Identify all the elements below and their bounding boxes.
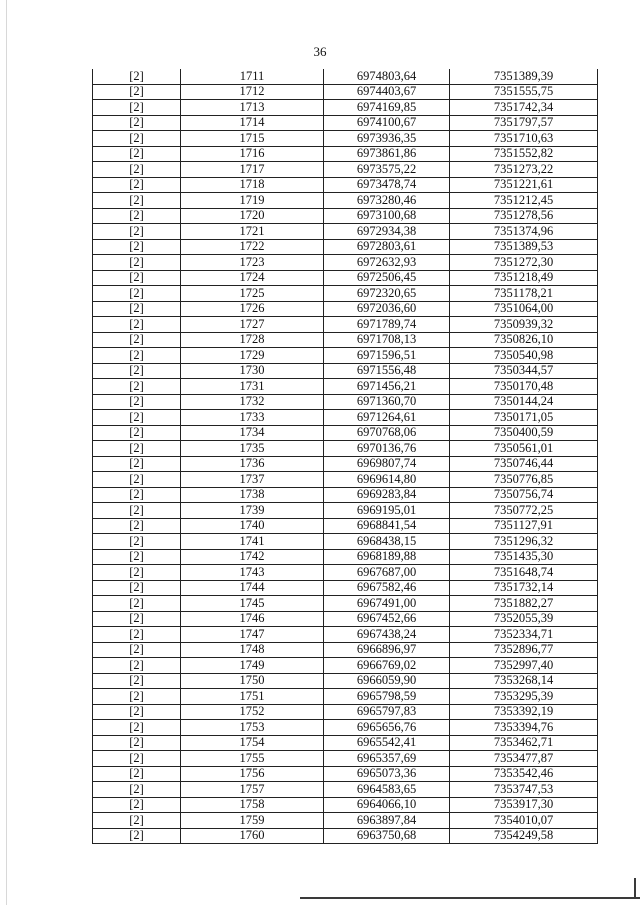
point-number-cell: 1731	[181, 379, 324, 395]
table-row	[93, 534, 598, 550]
point-number-cell: 1747	[181, 627, 324, 643]
table-row	[93, 332, 598, 348]
ref-cell: [2]	[93, 549, 181, 565]
y-coordinate-cell: 7351127,91	[450, 518, 598, 534]
point-number-cell: 1727	[181, 317, 324, 333]
table-row	[93, 100, 598, 116]
x-coordinate-cell: 6972803,61	[324, 239, 450, 255]
table-row	[93, 224, 598, 240]
x-coordinate-cell: 6973861,86	[324, 146, 450, 162]
ref-cell: [2]	[93, 239, 181, 255]
point-number-cell: 1733	[181, 410, 324, 426]
y-coordinate-cell: 7352055,39	[450, 611, 598, 627]
ref-cell: [2]	[93, 611, 181, 627]
point-number-cell: 1722	[181, 239, 324, 255]
x-coordinate-cell: 6971708,13	[324, 332, 450, 348]
y-coordinate-cell: 7352896,77	[450, 642, 598, 658]
y-coordinate-cell: 7350756,74	[450, 487, 598, 503]
table-row	[93, 239, 598, 255]
table-row	[93, 472, 598, 488]
table-row	[93, 270, 598, 286]
x-coordinate-cell: 6974403,67	[324, 84, 450, 100]
table-row	[93, 363, 598, 379]
ref-cell: [2]	[93, 410, 181, 426]
table-row	[93, 69, 598, 84]
ref-cell: [2]	[93, 255, 181, 271]
point-number-cell: 1744	[181, 580, 324, 596]
x-coordinate-cell: 6974169,85	[324, 100, 450, 116]
ref-cell: [2]	[93, 379, 181, 395]
point-number-cell: 1743	[181, 565, 324, 581]
point-number-cell: 1716	[181, 146, 324, 162]
y-coordinate-cell: 7353392,19	[450, 704, 598, 720]
ref-cell: [2]	[93, 487, 181, 503]
ref-cell: [2]	[93, 642, 181, 658]
ref-cell: [2]	[93, 332, 181, 348]
point-number-cell: 1755	[181, 751, 324, 767]
ref-cell: [2]	[93, 503, 181, 519]
ref-cell: [2]	[93, 100, 181, 116]
x-coordinate-cell: 6972506,45	[324, 270, 450, 286]
y-coordinate-cell: 7350776,85	[450, 472, 598, 488]
y-coordinate-cell: 7351221,61	[450, 177, 598, 193]
x-coordinate-cell: 6969195,01	[324, 503, 450, 519]
table-row	[93, 673, 598, 689]
y-coordinate-cell: 7350400,59	[450, 425, 598, 441]
point-number-cell: 1745	[181, 596, 324, 612]
ref-cell: [2]	[93, 456, 181, 472]
ref-cell: [2]	[93, 131, 181, 147]
x-coordinate-cell: 6965656,76	[324, 720, 450, 736]
y-coordinate-cell: 7350939,32	[450, 317, 598, 333]
y-coordinate-cell: 7351296,32	[450, 534, 598, 550]
scan-edge-left	[6, 0, 7, 905]
table-row	[93, 689, 598, 705]
x-coordinate-cell: 6970136,76	[324, 441, 450, 457]
ref-cell: [2]	[93, 565, 181, 581]
point-number-cell: 1739	[181, 503, 324, 519]
ref-cell: [2]	[93, 704, 181, 720]
ref-cell: [2]	[93, 84, 181, 100]
y-coordinate-cell: 7351218,49	[450, 270, 598, 286]
x-coordinate-cell: 6964066,10	[324, 797, 450, 813]
x-coordinate-cell: 6970768,06	[324, 425, 450, 441]
table-row	[93, 208, 598, 224]
table-row	[93, 487, 598, 503]
y-coordinate-cell: 7353917,30	[450, 797, 598, 813]
x-coordinate-cell: 6972632,93	[324, 255, 450, 271]
x-coordinate-cell: 6971789,74	[324, 317, 450, 333]
table-row	[93, 797, 598, 813]
point-number-cell: 1758	[181, 797, 324, 813]
table-row	[93, 580, 598, 596]
y-coordinate-cell: 7350144,24	[450, 394, 598, 410]
y-coordinate-cell: 7351272,30	[450, 255, 598, 271]
coordinates-table-body	[93, 69, 598, 844]
ref-cell: [2]	[93, 534, 181, 550]
point-number-cell: 1751	[181, 689, 324, 705]
x-coordinate-cell: 6965357,69	[324, 751, 450, 767]
ref-cell: [2]	[93, 425, 181, 441]
x-coordinate-cell: 6965073,36	[324, 766, 450, 782]
table-row	[93, 642, 598, 658]
table-row	[93, 627, 598, 643]
point-number-cell: 1752	[181, 704, 324, 720]
ref-cell: [2]	[93, 472, 181, 488]
table-row	[93, 131, 598, 147]
x-coordinate-cell: 6969614,80	[324, 472, 450, 488]
x-coordinate-cell: 6965542,41	[324, 735, 450, 751]
point-number-cell: 1717	[181, 162, 324, 178]
y-coordinate-cell: 7351389,53	[450, 239, 598, 255]
y-coordinate-cell: 7350171,05	[450, 410, 598, 426]
table-row	[93, 394, 598, 410]
y-coordinate-cell: 7353462,71	[450, 735, 598, 751]
table-row	[93, 441, 598, 457]
x-coordinate-cell: 6967687,00	[324, 565, 450, 581]
table-row	[93, 301, 598, 317]
point-number-cell: 1760	[181, 828, 324, 844]
table-row	[93, 456, 598, 472]
ref-cell: [2]	[93, 270, 181, 286]
point-number-cell: 1736	[181, 456, 324, 472]
x-coordinate-cell: 6968189,88	[324, 549, 450, 565]
y-coordinate-cell: 7351064,00	[450, 301, 598, 317]
y-coordinate-cell: 7351178,21	[450, 286, 598, 302]
x-coordinate-cell: 6971360,70	[324, 394, 450, 410]
table-row	[93, 379, 598, 395]
y-coordinate-cell: 7350170,48	[450, 379, 598, 395]
point-number-cell: 1753	[181, 720, 324, 736]
ref-cell: [2]	[93, 348, 181, 364]
table-row	[93, 611, 598, 627]
point-number-cell: 1735	[181, 441, 324, 457]
y-coordinate-cell: 7350540,98	[450, 348, 598, 364]
point-number-cell: 1713	[181, 100, 324, 116]
table-row	[93, 828, 598, 844]
point-number-cell: 1728	[181, 332, 324, 348]
point-number-cell: 1732	[181, 394, 324, 410]
point-number-cell: 1734	[181, 425, 324, 441]
x-coordinate-cell: 6967582,46	[324, 580, 450, 596]
point-number-cell: 1756	[181, 766, 324, 782]
x-coordinate-cell: 6966896,97	[324, 642, 450, 658]
table-row	[93, 146, 598, 162]
x-coordinate-cell: 6965797,83	[324, 704, 450, 720]
ref-cell: [2]	[93, 162, 181, 178]
point-number-cell: 1719	[181, 193, 324, 209]
ref-cell: [2]	[93, 782, 181, 798]
y-coordinate-cell: 7353477,87	[450, 751, 598, 767]
coordinates-table	[92, 69, 598, 844]
y-coordinate-cell: 7350772,25	[450, 503, 598, 519]
x-coordinate-cell: 6973280,46	[324, 193, 450, 209]
x-coordinate-cell: 6974100,67	[324, 115, 450, 131]
y-coordinate-cell: 7353747,53	[450, 782, 598, 798]
y-coordinate-cell: 7350344,57	[450, 363, 598, 379]
point-number-cell: 1742	[181, 549, 324, 565]
x-coordinate-cell: 6969283,84	[324, 487, 450, 503]
scan-edge-right	[634, 878, 636, 898]
point-number-cell: 1714	[181, 115, 324, 131]
ref-cell: [2]	[93, 766, 181, 782]
ref-cell: [2]	[93, 193, 181, 209]
point-number-cell: 1723	[181, 255, 324, 271]
x-coordinate-cell: 6966059,90	[324, 673, 450, 689]
table-row	[93, 286, 598, 302]
x-coordinate-cell: 6965798,59	[324, 689, 450, 705]
x-coordinate-cell: 6973575,22	[324, 162, 450, 178]
table-row	[93, 565, 598, 581]
y-coordinate-cell: 7353295,39	[450, 689, 598, 705]
point-number-cell: 1730	[181, 363, 324, 379]
table-row	[93, 193, 598, 209]
point-number-cell: 1757	[181, 782, 324, 798]
y-coordinate-cell: 7351742,34	[450, 100, 598, 116]
ref-cell: [2]	[93, 224, 181, 240]
ref-cell: [2]	[93, 735, 181, 751]
ref-cell: [2]	[93, 673, 181, 689]
y-coordinate-cell: 7354249,58	[450, 828, 598, 844]
point-number-cell: 1750	[181, 673, 324, 689]
y-coordinate-cell: 7351374,96	[450, 224, 598, 240]
point-number-cell: 1737	[181, 472, 324, 488]
point-number-cell: 1711	[181, 69, 324, 84]
y-coordinate-cell: 7351435,30	[450, 549, 598, 565]
x-coordinate-cell: 6971456,21	[324, 379, 450, 395]
y-coordinate-cell: 7351710,63	[450, 131, 598, 147]
x-coordinate-cell: 6972934,38	[324, 224, 450, 240]
x-coordinate-cell: 6968841,54	[324, 518, 450, 534]
y-coordinate-cell: 7351389,39	[450, 69, 598, 84]
ref-cell: [2]	[93, 813, 181, 829]
table-row	[93, 720, 598, 736]
table-row	[93, 115, 598, 131]
point-number-cell: 1715	[181, 131, 324, 147]
table-row	[93, 658, 598, 674]
point-number-cell: 1720	[181, 208, 324, 224]
ref-cell: [2]	[93, 146, 181, 162]
table-row	[93, 704, 598, 720]
x-coordinate-cell: 6971556,48	[324, 363, 450, 379]
x-coordinate-cell: 6963897,84	[324, 813, 450, 829]
x-coordinate-cell: 6973100,68	[324, 208, 450, 224]
table-row	[93, 518, 598, 534]
table-row	[93, 348, 598, 364]
ref-cell: [2]	[93, 627, 181, 643]
ref-cell: [2]	[93, 751, 181, 767]
x-coordinate-cell: 6964583,65	[324, 782, 450, 798]
y-coordinate-cell: 7350826,10	[450, 332, 598, 348]
point-number-cell: 1746	[181, 611, 324, 627]
y-coordinate-cell: 7352997,40	[450, 658, 598, 674]
ref-cell: [2]	[93, 828, 181, 844]
y-coordinate-cell: 7351797,57	[450, 115, 598, 131]
ref-cell: [2]	[93, 363, 181, 379]
point-number-cell: 1729	[181, 348, 324, 364]
point-number-cell: 1741	[181, 534, 324, 550]
table-row	[93, 410, 598, 426]
x-coordinate-cell: 6973936,35	[324, 131, 450, 147]
y-coordinate-cell: 7353394,76	[450, 720, 598, 736]
y-coordinate-cell: 7351552,82	[450, 146, 598, 162]
scan-edge-bottom	[300, 897, 640, 899]
ref-cell: [2]	[93, 797, 181, 813]
point-number-cell: 1721	[181, 224, 324, 240]
x-coordinate-cell: 6972036,60	[324, 301, 450, 317]
y-coordinate-cell: 7352334,71	[450, 627, 598, 643]
point-number-cell: 1726	[181, 301, 324, 317]
ref-cell: [2]	[93, 580, 181, 596]
point-number-cell: 1740	[181, 518, 324, 534]
x-coordinate-cell: 6971596,51	[324, 348, 450, 364]
x-coordinate-cell: 6967438,24	[324, 627, 450, 643]
ref-cell: [2]	[93, 317, 181, 333]
ref-cell: [2]	[93, 177, 181, 193]
table-row	[93, 162, 598, 178]
table-row	[93, 782, 598, 798]
table-row	[93, 317, 598, 333]
y-coordinate-cell: 7354010,07	[450, 813, 598, 829]
x-coordinate-cell: 6973478,74	[324, 177, 450, 193]
y-coordinate-cell: 7351732,14	[450, 580, 598, 596]
x-coordinate-cell: 6967452,66	[324, 611, 450, 627]
ref-cell: [2]	[93, 301, 181, 317]
table-row	[93, 813, 598, 829]
ref-cell: [2]	[93, 658, 181, 674]
table-row	[93, 84, 598, 100]
point-number-cell: 1712	[181, 84, 324, 100]
table-row	[93, 503, 598, 519]
x-coordinate-cell: 6974803,64	[324, 69, 450, 84]
table-row	[93, 425, 598, 441]
y-coordinate-cell: 7350561,01	[450, 441, 598, 457]
ref-cell: [2]	[93, 115, 181, 131]
x-coordinate-cell: 6969807,74	[324, 456, 450, 472]
ref-cell: [2]	[93, 69, 181, 84]
point-number-cell: 1759	[181, 813, 324, 829]
x-coordinate-cell: 6971264,61	[324, 410, 450, 426]
point-number-cell: 1749	[181, 658, 324, 674]
x-coordinate-cell: 6968438,15	[324, 534, 450, 550]
point-number-cell: 1748	[181, 642, 324, 658]
x-coordinate-cell: 6967491,00	[324, 596, 450, 612]
ref-cell: [2]	[93, 596, 181, 612]
table-row	[93, 735, 598, 751]
y-coordinate-cell: 7351882,27	[450, 596, 598, 612]
page-number: 36	[313, 44, 327, 59]
x-coordinate-cell: 6966769,02	[324, 658, 450, 674]
y-coordinate-cell: 7351555,75	[450, 84, 598, 100]
point-number-cell: 1738	[181, 487, 324, 503]
y-coordinate-cell: 7351648,74	[450, 565, 598, 581]
y-coordinate-cell: 7353268,14	[450, 673, 598, 689]
y-coordinate-cell: 7351278,56	[450, 208, 598, 224]
y-coordinate-cell: 7353542,46	[450, 766, 598, 782]
table-row	[93, 177, 598, 193]
ref-cell: [2]	[93, 689, 181, 705]
table-row	[93, 766, 598, 782]
y-coordinate-cell: 7350746,44	[450, 456, 598, 472]
ref-cell: [2]	[93, 518, 181, 534]
x-coordinate-cell: 6972320,65	[324, 286, 450, 302]
point-number-cell: 1718	[181, 177, 324, 193]
table-row	[93, 255, 598, 271]
y-coordinate-cell: 7351273,22	[450, 162, 598, 178]
ref-cell: [2]	[93, 394, 181, 410]
ref-cell: [2]	[93, 720, 181, 736]
x-coordinate-cell: 6963750,68	[324, 828, 450, 844]
point-number-cell: 1724	[181, 270, 324, 286]
ref-cell: [2]	[93, 286, 181, 302]
table-row	[93, 549, 598, 565]
table-row	[93, 596, 598, 612]
point-number-cell: 1725	[181, 286, 324, 302]
point-number-cell: 1754	[181, 735, 324, 751]
ref-cell: [2]	[93, 441, 181, 457]
y-coordinate-cell: 7351212,45	[450, 193, 598, 209]
table-row	[93, 751, 598, 767]
ref-cell: [2]	[93, 208, 181, 224]
